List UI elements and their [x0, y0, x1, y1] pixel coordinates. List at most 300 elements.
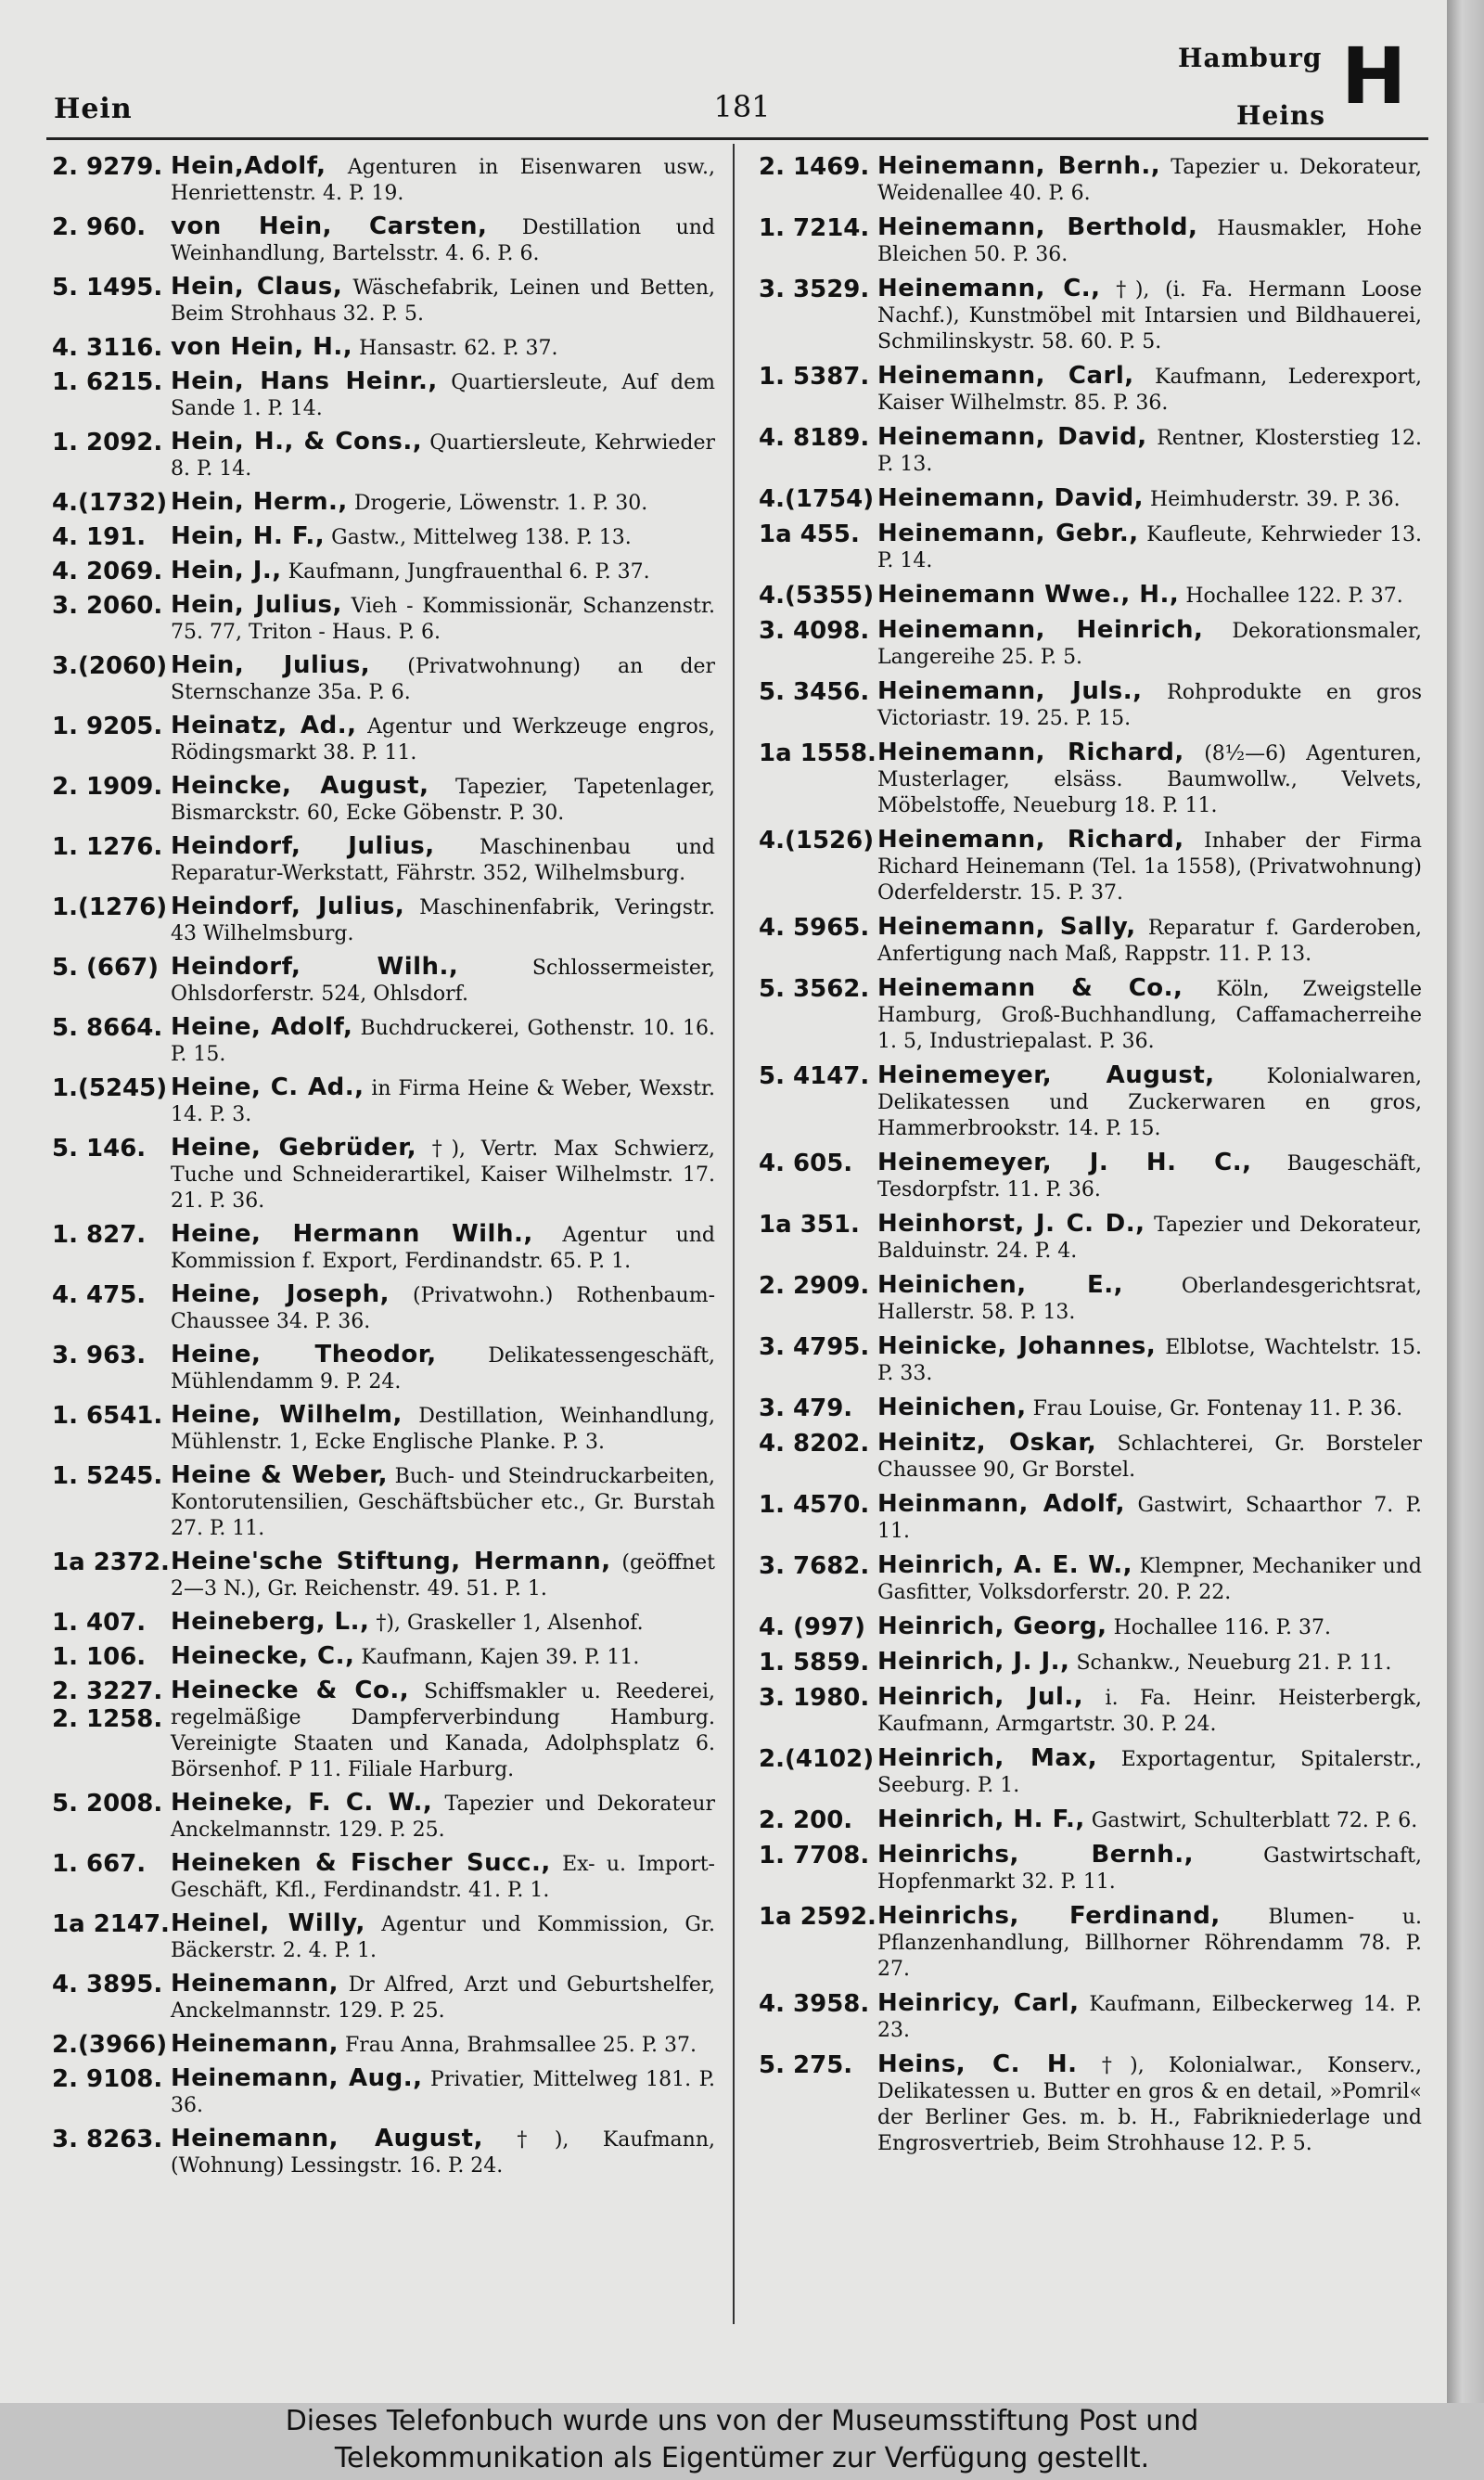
directory-entry — [52, 429, 715, 482]
phone-number: 4. 5965. — [759, 914, 870, 942]
directory-entry — [52, 713, 715, 766]
entry-details: Elblotse, Wachtelstr. 15. P. 33. — [877, 1336, 1422, 1385]
entry-text — [877, 678, 1422, 732]
entry-text — [877, 1062, 1422, 1142]
directory-entry — [759, 485, 1422, 513]
phone-number: 5. (667) — [52, 954, 160, 982]
directory-entry — [759, 1062, 1422, 1142]
phone-number: 1. 6215. — [52, 368, 163, 396]
entry-name: Heine, Theodor, — [171, 1341, 437, 1368]
directory-entry — [759, 1211, 1422, 1265]
entry-text — [877, 914, 1422, 968]
phone-number: 4. 191. — [52, 523, 147, 551]
entry-name: Heinrich, Georg, — [877, 1613, 1107, 1640]
entry-details: Quartiersleute, Auf dem Sande 1. P. 14. — [171, 371, 715, 420]
phone-number: 4.(1754) — [759, 485, 875, 513]
phone-number: 1a 455. — [759, 520, 860, 548]
directory-entry — [759, 617, 1422, 671]
entry-text — [877, 1211, 1422, 1265]
entry-name: Heinrich, J. J., — [877, 1648, 1070, 1676]
entry-details: Tapezier u. Dekorateur, Weidenallee 40. P. 6. — [877, 156, 1422, 205]
entry-details: Privatier, Mittelweg 181. P. 36. — [171, 2068, 715, 2117]
entry-text — [877, 1745, 1422, 1799]
entry-name: Heinicke, Johannes, — [877, 1332, 1157, 1360]
entry-text — [171, 773, 715, 827]
entry-text — [171, 1609, 715, 1637]
entry-name: Hein, Julius, — [171, 651, 371, 679]
phone-number: 3. 1980. — [759, 1684, 870, 1712]
phone-number: 4. 8189. — [759, 424, 870, 452]
entry-details: Köln, Zweigstelle Hamburg, Groß-Buchhandlung, Caffamacherreihe 1. 5, Industriepalast. P. 36. — [877, 978, 1422, 1053]
entry-name: Hein, H., & Cons., — [171, 428, 423, 456]
phone-number: 1a 2147. — [52, 1910, 170, 1938]
phone-number: 1. 2092. — [52, 429, 163, 456]
entry-name: Heinemann, David, — [877, 423, 1147, 451]
entry-text — [877, 1990, 1422, 2044]
entry-text — [171, 368, 715, 422]
entry-details: Exportagentur, Spitalerstr., Seeburg. P. 1. — [877, 1748, 1423, 1797]
directory-entry — [759, 1649, 1422, 1677]
entry-details: Gastwirt, Schulterblatt 72. P. 6. — [1091, 1809, 1418, 1832]
directory-entry — [759, 1684, 1422, 1738]
entry-details: Agenturen in Eisenwaren usw., Henriettenstr. 4. P. 19. — [171, 156, 715, 205]
entry-text — [171, 893, 715, 947]
phone-number: 3.(2060) — [52, 652, 168, 680]
phone-number: 4. (997) — [759, 1613, 866, 1641]
entry-name: Hein, Hans Heinr., — [171, 367, 438, 395]
directory-entry — [759, 1903, 1422, 1983]
phone-number: 3. 3529. — [759, 276, 870, 303]
entry-name: Hein, Herm., — [171, 488, 348, 516]
entry-text — [877, 153, 1422, 207]
right-column — [759, 153, 1422, 2165]
entry-details: Vieh - Kommissionär, Schanzenstr. 75. 77, Triton - Haus. P. 6. — [171, 595, 715, 644]
directory-entry — [52, 2126, 715, 2179]
entry-details: Agentur und Kommission, Gr. Bäckerstr. 2. 4. P. 1. — [171, 1913, 716, 1962]
entry-name: Heine'sche Stiftung, Hermann, — [171, 1548, 611, 1575]
entry-name: Heinecke & Co., — [171, 1677, 410, 1704]
directory-entry — [759, 582, 1422, 610]
entry-details: Klempner, Mechaniker und Gasfitter, Volksdorferstr. 20. P. 22. — [877, 1555, 1422, 1604]
directory-entry — [759, 1806, 1422, 1834]
entry-name: Heinel, Willy, — [171, 1909, 365, 1937]
entry-name: Heinemeyer, August, — [877, 1061, 1215, 1089]
directory-entry — [52, 334, 715, 362]
entry-text — [877, 1491, 1422, 1545]
directory-entry — [759, 1272, 1422, 1326]
directory-entry — [52, 274, 715, 328]
phone-number: 1. 5245. — [52, 1462, 163, 1490]
entry-name: Heincke, August, — [171, 772, 429, 800]
entry-text — [877, 2051, 1422, 2157]
directory-entry — [52, 1014, 715, 1068]
directory-entry — [52, 893, 715, 947]
entry-details: (Privatwohnung) an der Sternschanze 35a. P. 6. — [171, 655, 715, 704]
entry-name: Heinricy, Carl, — [877, 1989, 1080, 2017]
entry-name: Heinemann Wwe., H., — [877, 581, 1180, 609]
directory-entry — [52, 1790, 715, 1844]
entry-details: Schlossermeister, Ohlsdorferstr. 524, Ohlsdorf. — [171, 957, 716, 1006]
entry-details: Baugeschäft, Tesdorpfstr. 11. P. 36. — [877, 1152, 1422, 1201]
entry-name: Heine, Hermann Wilh., — [171, 1220, 533, 1248]
entry-text — [877, 827, 1422, 906]
entry-text — [877, 485, 1422, 513]
phone-number: 2. 9279. — [52, 153, 163, 181]
entry-details: Frau Anna, Brahmsallee 25. P. 37. — [344, 2034, 697, 2057]
directory-entry — [759, 739, 1422, 819]
entry-name: von Hein, H., — [171, 333, 353, 361]
phone-number: 1. 7214. — [759, 214, 870, 242]
phone-number: 1. 667. — [52, 1850, 147, 1878]
directory-entry — [759, 1842, 1422, 1895]
phone-number: 3. 7682. — [759, 1552, 870, 1580]
city-heading: Hamburg — [1178, 43, 1323, 73]
entry-text — [171, 1462, 715, 1542]
directory-entry — [52, 1971, 715, 2024]
phone-number: 3. 479. — [759, 1394, 853, 1422]
entry-text — [877, 1649, 1422, 1677]
entry-text — [877, 1272, 1422, 1326]
entry-name: Heinemann, Berthold, — [877, 213, 1198, 241]
entry-text — [171, 713, 715, 766]
entry-text — [171, 1971, 715, 2024]
entry-name: Heinrichs, Ferdinand, — [877, 1902, 1221, 1930]
entry-text — [171, 153, 715, 207]
entry-name: Heinemann, August, — [171, 2125, 483, 2152]
entry-details: (Privatwohn.) Rothenbaum-Chaussee 34. P. 36. — [171, 1284, 716, 1333]
entry-text — [171, 833, 715, 887]
directory-entry — [759, 1394, 1422, 1422]
entry-details: Dr Alfred, Arzt und Geburtshelfer, Anckelmannstr. 129. P. 25. — [171, 1973, 715, 2023]
entry-text — [877, 424, 1422, 478]
entry-name: Heinrich, Max, — [877, 1744, 1098, 1772]
entry-details: †), Vertr. Max Schwierz, Tuche und Schneiderartikel, Kaiser Wilhelmstr. 17. 21. P. 36. — [171, 1137, 716, 1213]
entry-details: Quartiersleute, Kehrwieder 8. P. 14. — [171, 431, 716, 481]
phone-number: 1. 407. — [52, 1609, 147, 1637]
entry-name: Heinemann, Bernh., — [877, 152, 1161, 180]
entry-name: Heinhorst, J. C. D., — [877, 1210, 1145, 1238]
phone-number: 3. 4098. — [759, 617, 870, 645]
entry-name: Heinrich, A. E. W., — [877, 1551, 1133, 1579]
entry-text — [171, 2126, 715, 2179]
entry-name: Hein, H. F., — [171, 522, 326, 550]
directory-entry — [52, 1135, 715, 1214]
page-number: 181 — [713, 89, 771, 124]
phone-number: 1. 106. — [52, 1643, 147, 1671]
entry-text — [877, 520, 1422, 574]
entry-text — [171, 1643, 715, 1671]
directory-entry — [52, 592, 715, 646]
entry-name: Heine & Weber, — [171, 1461, 389, 1489]
entry-text — [877, 739, 1422, 819]
entry-text — [171, 1790, 715, 1844]
entry-details: Tapezier und Dekorateur, Balduinstr. 24. P. 4. — [877, 1214, 1423, 1263]
entry-name: Heinemann, Richard, — [877, 739, 1184, 766]
entry-details: Schlachterei, Gr. Borsteler Chaussee 90, Gr Borstel. — [877, 1433, 1423, 1482]
entry-text — [171, 334, 715, 362]
entry-details: Destillation und Weinhandlung, Bartelsstr. 4. 6. P. 6. — [171, 216, 716, 265]
entry-text — [877, 363, 1422, 417]
directory-entry — [52, 153, 715, 207]
directory-entry — [52, 1548, 715, 1602]
phone-number: 4. 605. — [759, 1150, 853, 1177]
phone-number: 1. 5387. — [759, 363, 870, 391]
entry-name: Heinrichs, Bernh., — [877, 1841, 1194, 1869]
phone-number: 4. 3895. — [52, 1971, 163, 1998]
directory-entry — [759, 153, 1422, 207]
phone-number: 1a 1558. — [759, 739, 876, 767]
phone-number: 5. 2008. — [52, 1790, 163, 1818]
page-edge — [1447, 0, 1484, 2403]
directory-entry — [759, 1150, 1422, 1203]
directory-entry — [759, 1990, 1422, 2044]
entry-details: Heimhuderstr. 39. P. 36. — [1150, 488, 1401, 511]
entry-text — [877, 276, 1422, 355]
entry-text — [877, 1430, 1422, 1484]
phone-number: 4.(1526) — [759, 827, 875, 855]
entry-details: †), (i. Fa. Hermann Loose Nachf.), Kunstmöbel mit Intarsien und Bildhauerei, Schmilinskystr. 58. 60. P. 5. — [877, 278, 1422, 353]
entry-name: Heineberg, L., — [171, 1608, 370, 1636]
directory-entry — [52, 489, 715, 517]
running-head-right: Heins — [1236, 100, 1326, 131]
entry-details: Rohprodukte en gros Victoriastr. 19. 25. P. 15. — [877, 681, 1422, 730]
phone-number: 5. 3456. — [759, 678, 870, 706]
directory-entry — [52, 558, 715, 585]
directory-entry — [759, 1552, 1422, 1606]
entry-name: Heinemann, — [171, 1970, 339, 1998]
entry-text — [171, 274, 715, 328]
phone-number: 1. 1276. — [52, 833, 163, 861]
directory-entry — [52, 2031, 715, 2059]
phone-number: 4. 3116. — [52, 334, 163, 362]
phone-number: 2.(4102) — [759, 1745, 875, 1773]
footer-line-2: Telekommunikation als Eigentümer zur Verfügung gestellt. — [334, 2442, 1150, 2474]
entry-details: Tapezier, Tapetenlager, Bismarckstr. 60, Ecke Göbenstr. P. 30. — [171, 776, 715, 825]
phone-number: 2. 960. — [52, 213, 147, 241]
entry-name: Heinemann, — [171, 2030, 339, 2058]
entry-name: Hein, Julius, — [171, 591, 342, 619]
phone-number: 2. 2909. — [759, 1272, 870, 1300]
phone-number: 1.(1276) — [52, 893, 168, 921]
phone-number: 1. 4570. — [759, 1491, 870, 1519]
entry-details: Destillation, Weinhandlung, Mühlenstr. 1, Ecke Englische Planke. P. 3. — [171, 1405, 715, 1454]
entry-name: Heineken & Fischer Succ., — [171, 1849, 551, 1877]
entry-details: Schankw., Neueburg 21. P. 11. — [1076, 1651, 1392, 1675]
entry-name: Heinichen, — [877, 1394, 1027, 1421]
entry-details: Kaufmann, Eilbeckerweg 14. P. 23. — [877, 1993, 1422, 2042]
directory-entry — [759, 214, 1422, 268]
entry-details: Kaufmann, Lederexport, Kaiser Wilhelmstr. 85. P. 36. — [877, 366, 1422, 415]
directory-entry — [52, 954, 715, 1008]
running-head-left: Hein — [54, 93, 133, 125]
entry-text — [877, 214, 1422, 268]
header-rule — [46, 137, 1428, 140]
directory-entry — [759, 424, 1422, 478]
entry-details: Blumen- u. Pflanzenhandlung, Billhorner Röhrendamm 78. P. 27. — [877, 1906, 1423, 1981]
entry-details: Gastwirt, Schaarthor 7. P. 11. — [877, 1494, 1422, 1543]
entry-text — [171, 2065, 715, 2119]
phone-number: 3. 2060. — [52, 592, 163, 620]
entry-text — [877, 1842, 1422, 1895]
phone-number: 2. 3227. 2. 1258. — [52, 1677, 163, 1733]
entry-text — [171, 2031, 715, 2059]
entry-name: Heineke, F. C. W., — [171, 1789, 433, 1817]
directory-entry — [759, 363, 1422, 417]
phone-number: 2. 1909. — [52, 773, 163, 801]
phone-number: 1a 351. — [759, 1211, 860, 1239]
entry-details: Maschinenfabrik, Veringstr. 43 Wilhelmsburg. — [171, 896, 715, 945]
directory-entry — [759, 827, 1422, 906]
entry-details: Dekorationsmaler, Langereihe 25. P. 5. — [877, 620, 1422, 669]
entry-details: †), Kaufmann, (Wohnung) Lessingstr. 16. P. 24. — [171, 2128, 715, 2178]
entry-details: †), Graskeller 1, Alsenhof. — [376, 1612, 644, 1635]
entry-name: von Hein, Carsten, — [171, 212, 488, 240]
entry-text — [171, 429, 715, 482]
entry-name: Heinemann & Co., — [877, 974, 1183, 1002]
entry-name: Heine, Adolf, — [171, 1013, 353, 1041]
phone-number: 2. 9108. — [52, 2065, 163, 2093]
entry-text — [171, 1850, 715, 1904]
entry-details: Rentner, Klosterstieg 12. P. 13. — [877, 427, 1423, 476]
entry-name: Heindorf, Julius, — [171, 893, 405, 920]
entry-text — [171, 1677, 715, 1783]
directory-entry — [759, 1491, 1422, 1545]
directory-entry — [52, 1342, 715, 1395]
phone-number: 5. 8664. — [52, 1014, 163, 1042]
entry-name: Heinecke, C., — [171, 1642, 355, 1670]
phone-number: 5. 275. — [759, 2051, 853, 2079]
phone-number: 1.(5245) — [52, 1074, 168, 1102]
entry-name: Heinrich, Jul., — [877, 1683, 1084, 1711]
entry-details: (8½—6) Agenturen, Musterlager, elsäss. Baumwollw., Velvets, Möbelstoffe, Neueburg 18. P. 11. — [877, 742, 1422, 817]
directory-entry — [759, 1613, 1422, 1641]
phone-number: 2.(3966) — [52, 2031, 168, 2059]
entry-details: Kaufmann, Jungfrauenthal 6. P. 37. — [288, 560, 650, 584]
entry-details: i. Fa. Heinr. Heisterbergk, Kaufmann, Armgartstr. 30. P. 24. — [877, 1687, 1423, 1736]
directory-entry — [52, 368, 715, 422]
phone-number: 5. 146. — [52, 1135, 147, 1163]
entry-name: Heinichen, E., — [877, 1271, 1124, 1299]
directory-entry — [52, 1221, 715, 1275]
entry-details: Delikatessengeschäft, Mühlendamm 9. P. 24. — [171, 1344, 715, 1394]
entry-details: in Firma Heine & Weber, Wexstr. 14. P. 3. — [171, 1077, 716, 1126]
entry-name: Heinemeyer, J. H. C., — [877, 1149, 1252, 1176]
phone-number: 1. 7708. — [759, 1842, 870, 1870]
entry-text — [171, 213, 715, 267]
entry-details: Hochallee 116. P. 37. — [1113, 1616, 1331, 1639]
entry-details: Hausmakler, Hohe Bleichen 50. P. 36. — [877, 217, 1422, 266]
directory-entry — [52, 773, 715, 827]
entry-details: Agentur und Kommission f. Export, Ferdinandstr. 65. P. 1. — [171, 1224, 715, 1273]
entry-name: Heinemann, Carl, — [877, 362, 1134, 390]
phone-number: 4. 8202. — [759, 1430, 870, 1458]
entry-name: Heindorf, Julius, — [171, 832, 435, 860]
entry-name: Heinemann, Sally, — [877, 913, 1136, 941]
phone-number: 1. 6541. — [52, 1402, 163, 1430]
entry-details: Tapezier und Dekorateur Anckelmannstr. 129. P. 25. — [171, 1793, 715, 1842]
directory-entry — [52, 2065, 715, 2119]
entry-details: Hansastr. 62. P. 37. — [359, 337, 558, 360]
entry-details: Maschinenbau und Reparatur-Werkstatt, Fährstr. 352, Wilhelmsburg. — [171, 836, 715, 885]
directory-entry — [52, 213, 715, 267]
entry-details: Kolonialwaren, Delikatessen und Zuckerwaren en gros, Hammerbrookstr. 14. P. 15. — [877, 1065, 1422, 1140]
directory-entry — [759, 1745, 1422, 1799]
directory-entry — [52, 1910, 715, 1964]
entry-name: Heinemann, David, — [877, 484, 1145, 512]
directory-entry — [759, 1333, 1422, 1387]
directory-entry — [52, 1074, 715, 1128]
phone-number: 1. 827. — [52, 1221, 147, 1249]
entry-text — [877, 582, 1422, 610]
entry-name: Heinitz, Oskar, — [877, 1429, 1097, 1457]
entry-text — [171, 954, 715, 1008]
entry-details: Frau Louise, Gr. Fontenay 11. P. 36. — [1032, 1397, 1403, 1420]
entry-text — [877, 1903, 1422, 1983]
entry-text — [171, 592, 715, 646]
entry-text — [171, 1135, 715, 1214]
entry-details: †), Kolonialwar., Konserv., Delikatessen u. Butter en gros & en detail, »Pomril« der Berliner Ges. m. b. H., Fabrikniederlage und Engrosvertrieb, Beim Strohhause 12. P. 5. — [877, 2054, 1422, 2155]
entry-details: Gastw., Mittelweg 138. P. 13. — [331, 526, 632, 549]
entry-text — [877, 1552, 1422, 1606]
entry-name: Heinemann, Heinrich, — [877, 616, 1204, 644]
directory-entry — [759, 914, 1422, 968]
entry-name: Heinemann, Juls., — [877, 677, 1143, 705]
directory-entry — [759, 1430, 1422, 1484]
entry-name: Heindorf, Wilh., — [171, 953, 459, 981]
phone-number: 4. 475. — [52, 1281, 147, 1309]
entry-details: Buchdruckerei, Gothenstr. 10. 16. P. 15. — [171, 1017, 715, 1066]
directory-entry — [52, 1850, 715, 1904]
phone-number: 4.(5355) — [759, 582, 875, 610]
directory-entry — [52, 1677, 715, 1783]
entry-details: Hochallee 122. P. 37. — [1185, 585, 1403, 608]
entry-text — [877, 1613, 1422, 1641]
entry-text — [877, 1684, 1422, 1738]
directory-entry — [52, 1281, 715, 1335]
directory-entry — [52, 1609, 715, 1637]
directory-entry — [52, 652, 715, 706]
entry-text — [171, 1074, 715, 1128]
phone-number: 3. 4795. — [759, 1333, 870, 1361]
directory-entry — [52, 523, 715, 551]
phone-number: 1a 2592. — [759, 1903, 876, 1931]
entry-details: Kaufmann, Kajen 39. P. 11. — [361, 1646, 640, 1669]
left-column — [52, 153, 715, 2186]
phone-number: 4. 2069. — [52, 558, 163, 585]
footer-line-1: Dieses Telefonbuch wurde uns von der Museumsstiftung Post und — [285, 2405, 1199, 2437]
directory-entry — [52, 1643, 715, 1671]
directory-entry — [52, 833, 715, 887]
entry-text — [171, 1342, 715, 1395]
phone-number: 5. 1495. — [52, 274, 163, 302]
entry-details: Reparatur f. Garderoben, Anfertigung nach Maß, Rappstr. 11. P. 13. — [877, 917, 1422, 966]
entry-text — [171, 489, 715, 517]
entry-details: Ex- u. Import-Geschäft, Kfl., Ferdinandstr. 41. P. 1. — [171, 1853, 715, 1902]
phone-number: 2. 200. — [759, 1806, 853, 1834]
column-divider — [733, 144, 735, 2324]
footer-note — [0, 2403, 1484, 2480]
phone-number: 4. 3958. — [759, 1990, 870, 2018]
phone-number: 4.(1732) — [52, 489, 168, 517]
entry-name: Heinemann, C., — [877, 275, 1101, 302]
entry-text — [877, 975, 1422, 1055]
directory-entry — [759, 276, 1422, 355]
entry-details: Agentur und Werkzeuge engros, Rödingsmarkt 38. P. 11. — [171, 715, 715, 765]
entry-name: Heinemann, Richard, — [877, 826, 1184, 854]
entry-name: Hein,Adolf, — [171, 152, 326, 180]
directory-entry — [759, 520, 1422, 574]
entry-name: Heinrich, H. F., — [877, 1805, 1085, 1833]
